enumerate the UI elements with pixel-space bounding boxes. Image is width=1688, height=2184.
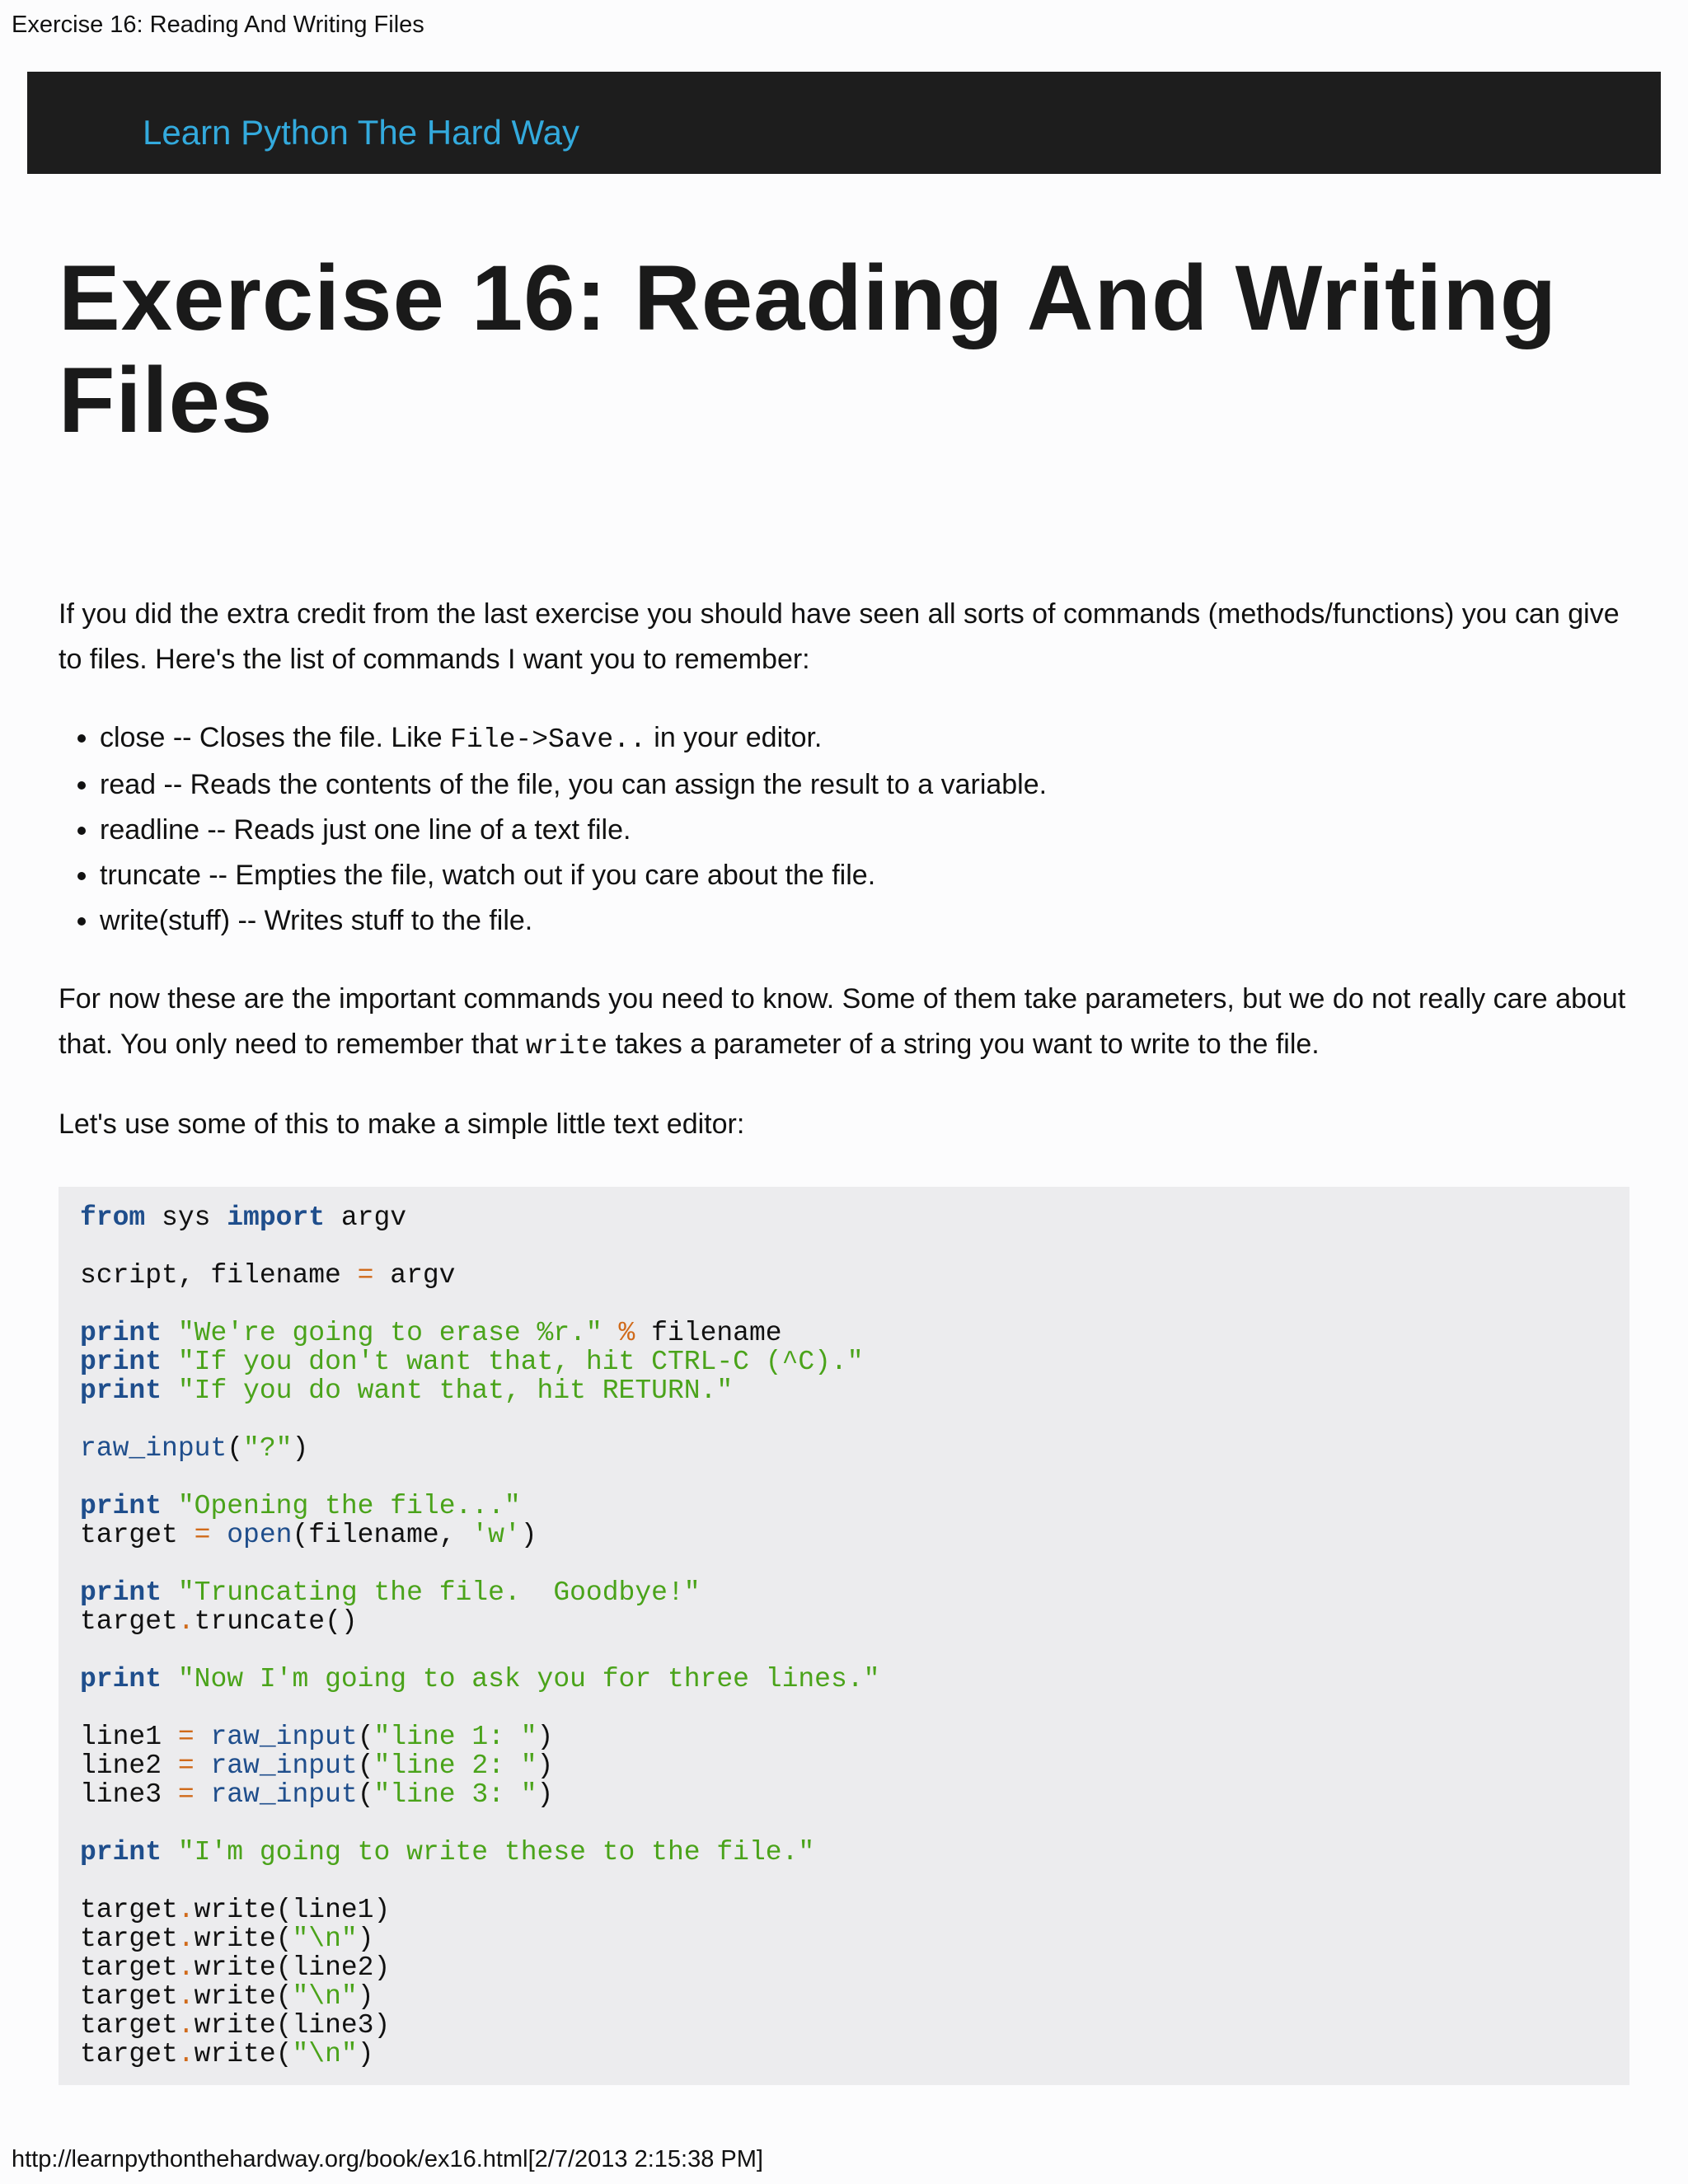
code-token: raw_input: [210, 1779, 358, 1810]
code-line: [80, 1232, 1629, 1261]
code-token: ): [357, 2039, 374, 2069]
code-line: [80, 1780, 1629, 1809]
code-token: raw_input: [210, 1722, 358, 1752]
code-token: ): [520, 1520, 537, 1550]
code-token: =: [177, 1779, 195, 1810]
command-list-item: [100, 715, 1633, 762]
code-token: truncate(): [194, 1606, 358, 1637]
inline-code-write: write: [526, 1031, 608, 1062]
code-token: "line 3: ": [373, 1779, 537, 1810]
command-text: close -- Closes the file. Like: [100, 722, 451, 753]
code-token: [162, 1577, 178, 1608]
code-token: print: [80, 1491, 162, 1521]
code-line: [80, 1434, 1629, 1463]
code-token: [162, 1837, 178, 1868]
code-token: write(line1): [194, 1895, 391, 1925]
article-body: [59, 592, 1633, 1147]
code-token: target: [80, 1924, 178, 1954]
code-token: .: [177, 1952, 195, 1983]
code-token: target: [80, 1952, 178, 1983]
code-token: [195, 1779, 211, 1810]
code-token: =: [194, 1520, 211, 1550]
code-line: [80, 1463, 1629, 1492]
code-token: (: [227, 1433, 244, 1464]
write-paragraph-text-end: takes a parameter of a string you want to write to the file.: [607, 1029, 1320, 1060]
code-token: argv: [325, 1202, 407, 1233]
code-token: target: [80, 2010, 178, 2041]
code-line: [80, 1867, 1629, 1896]
code-token: ): [537, 1779, 554, 1810]
code-token: [162, 1664, 178, 1694]
code-token: %: [618, 1318, 635, 1348]
code-token: write(: [194, 2039, 293, 2069]
code-token: .: [177, 2010, 195, 2041]
code-token: "\n": [292, 1924, 358, 1954]
code-line: [80, 2040, 1629, 2069]
code-token: write(line2): [194, 1952, 391, 1983]
code-token: "Now I'm going to ask you for three lines.": [177, 1664, 880, 1694]
code-token: [603, 1318, 619, 1348]
code-token: target: [80, 2039, 178, 2069]
code-line: [80, 1549, 1629, 1578]
code-token: .: [177, 1981, 195, 2012]
code-token: [162, 1376, 178, 1406]
code-token: ): [537, 1722, 554, 1752]
code-line: [80, 1751, 1629, 1780]
code-token: .: [177, 1606, 195, 1637]
code-token: [162, 1491, 178, 1521]
code-line: [80, 1319, 1629, 1347]
code-token: "I'm going to write these to the file.": [177, 1837, 815, 1868]
navbar: [27, 72, 1661, 174]
code-token: sys: [145, 1202, 227, 1233]
code-token: "?": [243, 1433, 293, 1464]
code-line: [80, 1405, 1629, 1434]
code-token: [195, 1750, 211, 1781]
command-text: readline -- Reads just one line of a text file.: [100, 814, 631, 846]
code-token: print: [80, 1664, 162, 1694]
code-token: line3: [80, 1779, 178, 1810]
code-token: argv: [373, 1260, 456, 1291]
inline-code: File->Save..: [450, 724, 646, 755]
command-list-item: [100, 898, 1633, 944]
command-text: write(stuff) -- Writes stuff to the file.: [100, 905, 533, 936]
code-token: line2: [80, 1750, 178, 1781]
code-line: [80, 1607, 1629, 1636]
code-token: raw_input: [210, 1750, 358, 1781]
code-token: [162, 1347, 178, 1377]
code-line: [80, 1809, 1629, 1838]
command-text: read -- Reads the contents of the file, you can assign the result to a variable.: [100, 769, 1048, 800]
code-token: .: [177, 1924, 195, 1954]
code-token: print: [80, 1577, 162, 1608]
code-line: [80, 1924, 1629, 1953]
code-token: raw_input: [80, 1433, 227, 1464]
code-token: ): [357, 1981, 374, 2012]
editor-intro-paragraph: Let's use some of this to make a simple little text editor:: [59, 1108, 745, 1140]
code-token: print: [80, 1376, 162, 1406]
code-token: ): [357, 1924, 374, 1954]
code-token: (: [357, 1779, 374, 1810]
brand-link[interactable]: Learn Python The Hard Way: [143, 113, 579, 152]
code-token: =: [357, 1260, 374, 1291]
code-line: [80, 1694, 1629, 1722]
intro-paragraph: If you did the extra credit from the last exercise you should have seen all sorts of commands (methods/functions) you can give to files. Here's the list of commands I want you to remember:: [59, 598, 1620, 675]
code-token: write(: [194, 1981, 293, 2012]
code-line: [80, 1376, 1629, 1405]
code-token: 'w': [471, 1520, 521, 1550]
code-token: target: [80, 1520, 195, 1550]
code-token: import: [227, 1202, 326, 1233]
code-token: [162, 1318, 178, 1348]
code-token: target: [80, 1606, 178, 1637]
code-token: "line 1: ": [373, 1722, 537, 1752]
code-token: "\n": [292, 2039, 358, 2069]
code-line: [80, 1203, 1629, 1232]
code-token: target: [80, 1895, 178, 1925]
code-token: script, filename: [80, 1260, 358, 1291]
write-paragraph: [59, 977, 1633, 1069]
code-token: (filename,: [292, 1520, 472, 1550]
code-line: [80, 1665, 1629, 1694]
command-text-end: in your editor.: [645, 722, 823, 753]
write-paragraph-text: For now these are the important commands you need to know. Some of them take parameters, but we do not really care about that. You only need to remember that: [59, 983, 1626, 1060]
code-token: "If you do want that, hit RETURN.": [177, 1376, 734, 1406]
code-token: (: [357, 1722, 374, 1752]
print-footer: http://learnpythonthehardway.org/book/ex16.html[2/7/2013 2:15:38 PM]: [12, 2146, 763, 2172]
code-line: [80, 1896, 1629, 1924]
code-token: =: [177, 1750, 195, 1781]
command-list-item: [100, 762, 1633, 808]
code-line: [80, 1347, 1629, 1376]
code-token: target: [80, 1981, 178, 2012]
code-token: from: [80, 1202, 146, 1233]
code-token: [210, 1520, 227, 1550]
code-token: "Truncating the file. Goodbye!": [177, 1577, 701, 1608]
command-list-item: [100, 853, 1633, 898]
code-line: [80, 1636, 1629, 1665]
code-token: print: [80, 1347, 162, 1377]
code-token: "If you don't want that, hit CTRL-C (^C).": [177, 1347, 864, 1377]
code-token: =: [177, 1722, 195, 1752]
code-token: "\n": [292, 1981, 358, 2012]
code-line: [80, 1492, 1629, 1521]
code-block: [59, 1187, 1629, 2085]
code-token: "We're going to erase %r.": [177, 1318, 603, 1348]
page-title: Exercise 16: Reading And Writing Files: [59, 246, 1558, 452]
code-token: "Opening the file...": [177, 1491, 521, 1521]
code-token: print: [80, 1837, 162, 1868]
code-token: print: [80, 1318, 162, 1348]
code-line: [80, 1982, 1629, 2011]
code-token: line1: [80, 1722, 178, 1752]
code-token: .: [177, 1895, 195, 1925]
code-token: open: [227, 1520, 293, 1550]
code-line: [80, 1838, 1629, 1867]
code-line: [80, 1290, 1629, 1319]
code-token: write(line3): [194, 2010, 391, 2041]
code-line: [80, 1578, 1629, 1607]
code-token: (: [357, 1750, 374, 1781]
command-text: truncate -- Empties the file, watch out if you care about the file.: [100, 860, 876, 891]
code-token: filename: [635, 1318, 782, 1348]
code-token: [195, 1722, 211, 1752]
print-header: Exercise 16: Reading And Writing Files: [12, 12, 424, 38]
code-token: ): [292, 1433, 309, 1464]
code-line: [80, 1953, 1629, 1982]
code-line: [80, 1521, 1629, 1549]
code-token: write(: [194, 1924, 293, 1954]
command-list-item: [100, 808, 1633, 853]
code-line: [80, 1261, 1629, 1290]
code-token: "line 2: ": [373, 1750, 537, 1781]
code-line: [80, 2011, 1629, 2040]
code-token: .: [177, 2039, 195, 2069]
code-token: ): [537, 1750, 554, 1781]
command-list: [59, 715, 1633, 944]
code-line: [80, 1722, 1629, 1751]
